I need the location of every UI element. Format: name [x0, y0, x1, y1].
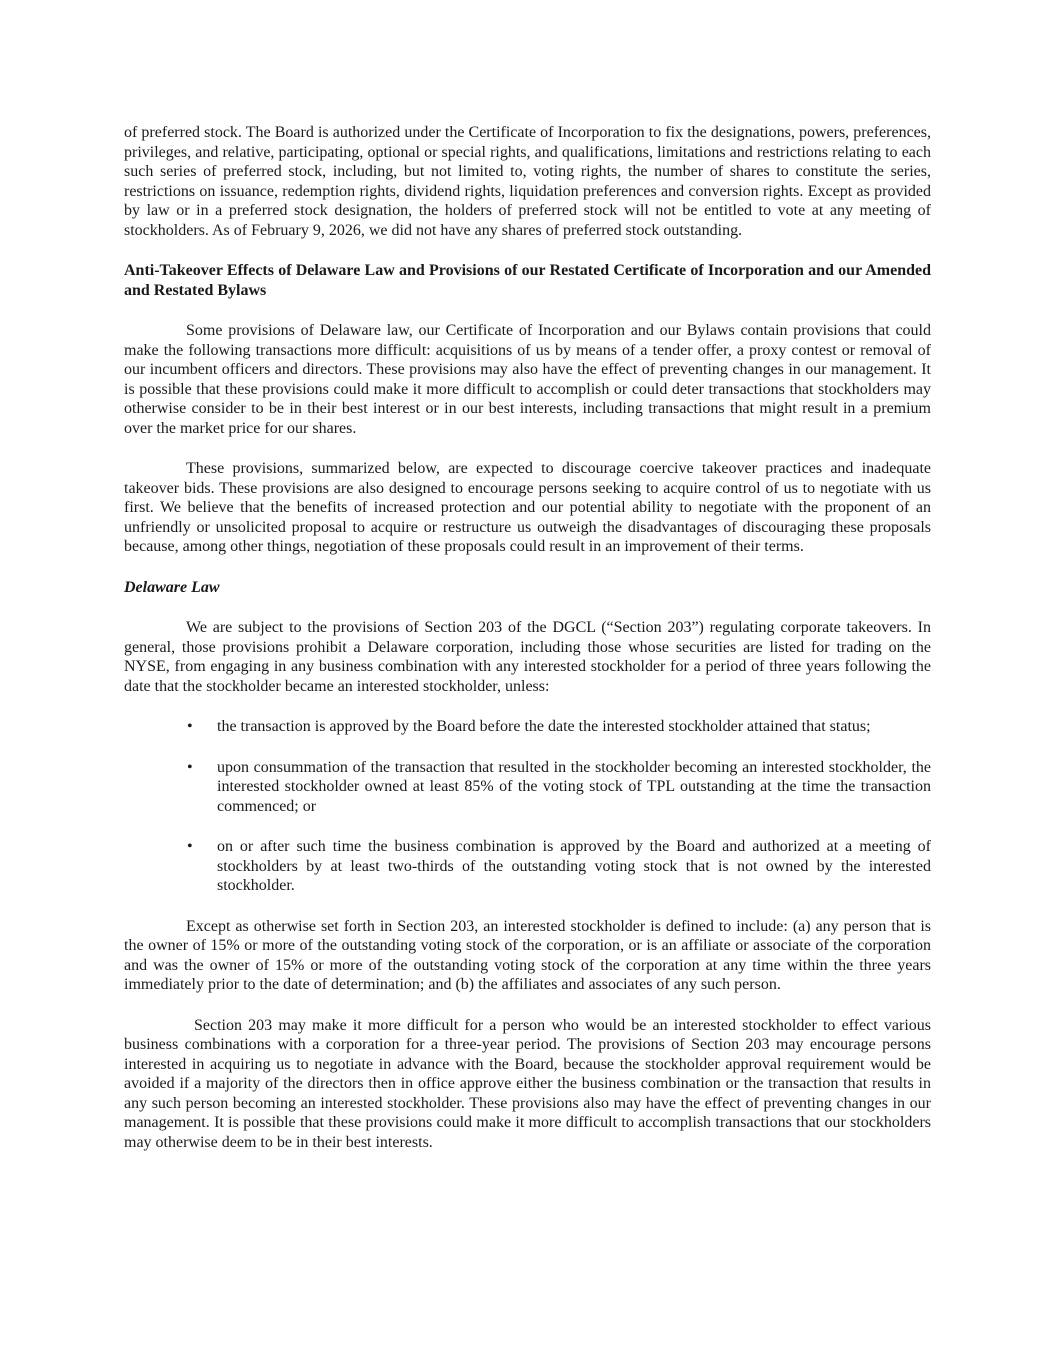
paragraph-these-provisions: These provisions, summarized below, are expected to discourage coercive takeover practices and inadequate takeover bids. These provisions are also designed to encourage persons seeking to acquire control of us to negotiate with us first. We believe that the benefits of increased protection and our potential ability to negotiate with the proponent of an unfriendly or unsolicited proposal to acquire or restructure us outweigh the disadvantages of discouraging these proposals because, among other things, negotiation of these proposals could result in an improvement of their terms.	[124, 460, 931, 555]
bullet-icon: •	[187, 718, 193, 735]
bullet-text: on or after such time the business combination is approved by the Board and authorized at a meeting of stockholders by at least two-thirds of the outstanding voting stock that is not owned by the interested stockholder.	[217, 838, 931, 894]
subsection-heading-delaware-law: Delaware Law	[124, 578, 220, 596]
paragraph-except-as: Except as otherwise set forth in Section 203, an interested stockholder is defined to include: (a) any person that is the owner of 15% or more of the outstanding voting stock of the corporation, or is an affiliate or associate of the corporation and was the owner of 15% or more of the outstanding voting stock of the corporation at any time within the three years immediately prior to the date of determination; and (b) the affiliates and associates of any such person.	[124, 917, 931, 993]
intro-paragraph: of preferred stock. The Board is authorized under the Certificate of Incorporation to fix the designations, powers, preferences, privileges, and relative, participating, optional or special rights, and qualifications, limitations and restrictions relating to each such series of preferred stock, including, but not limited to, voting rights, the number of shares to constitute the series, restrictions on issuance, redemption rights, dividend rights, liquidation preferences and conversion rights. Except as provided by law or in a preferred stock designation, the holders of preferred stock will not be entitled to vote at any meeting of stockholders. As of February 9, 2026, we did not have any shares of preferred stock outstanding.	[124, 124, 931, 239]
section-heading-anti-takeover: Anti-Takeover Effects of Delaware Law and Provisions of our Restated Certificate of Incorporation and our Amended and Restated Bylaws	[124, 262, 931, 299]
bullet-icon: •	[187, 758, 193, 776]
bullet-item	[124, 837, 931, 896]
paragraph-section-203: Section 203 may make it more difficult for a person who would be an interested stockholder to effect various business combinations with a corporation for a three-year period. The provisions of Section 203 may encourage persons interested in acquiring us to negotiate in advance with the Board, because the stockholder approval requirement would be avoided if a majority of the directors then in office approve either the business combination or the transaction that results in any such person becoming an interested stockholder. These provisions also may have the effect of preventing changes in our management. It is possible that these provisions could make it more difficult to accomplish transactions that our stockholders may otherwise deem to be in their best interests.	[124, 1016, 931, 1151]
paragraph-we-are-subject: We are subject to the provisions of Section 203 of the DGCL (“Section 203”) regulating corporate takeovers. In general, those provisions prohibit a Delaware corporation, including those whose securities are listed for trading on the NYSE, from engaging in any business combination with any interested stockholder for a period of three years following the date that the stockholder became an interested stockholder, unless:	[124, 619, 931, 695]
bullet-item	[124, 758, 931, 817]
bullet-list	[124, 717, 931, 896]
bullet-text: the transaction is approved by the Board before the date the interested stockholder attained that status;	[217, 718, 871, 735]
paragraph-some-provisions: Some provisions of Delaware law, our Certificate of Incorporation and our Bylaws contain provisions that could make the following transactions more difficult: acquisitions of us by means of a tender offer, a proxy contest or removal of our incumbent officers and directors. These provisions may also have the effect of preventing changes in our management. It is possible that these provisions could make it more difficult to accomplish or could deter transactions that stockholders may otherwise consider to be in their best interest or in our best interests, including transactions that might result in a premium over the market price for our shares.	[124, 322, 931, 437]
bullet-icon: •	[187, 838, 193, 855]
bullet-text: upon consummation of the transaction that resulted in the stockholder becoming an interested stockholder, the interested stockholder owned at least 85% of the voting stock of TPL outstanding at the time the transaction commenced; or	[217, 758, 931, 815]
bullet-item	[124, 717, 931, 737]
